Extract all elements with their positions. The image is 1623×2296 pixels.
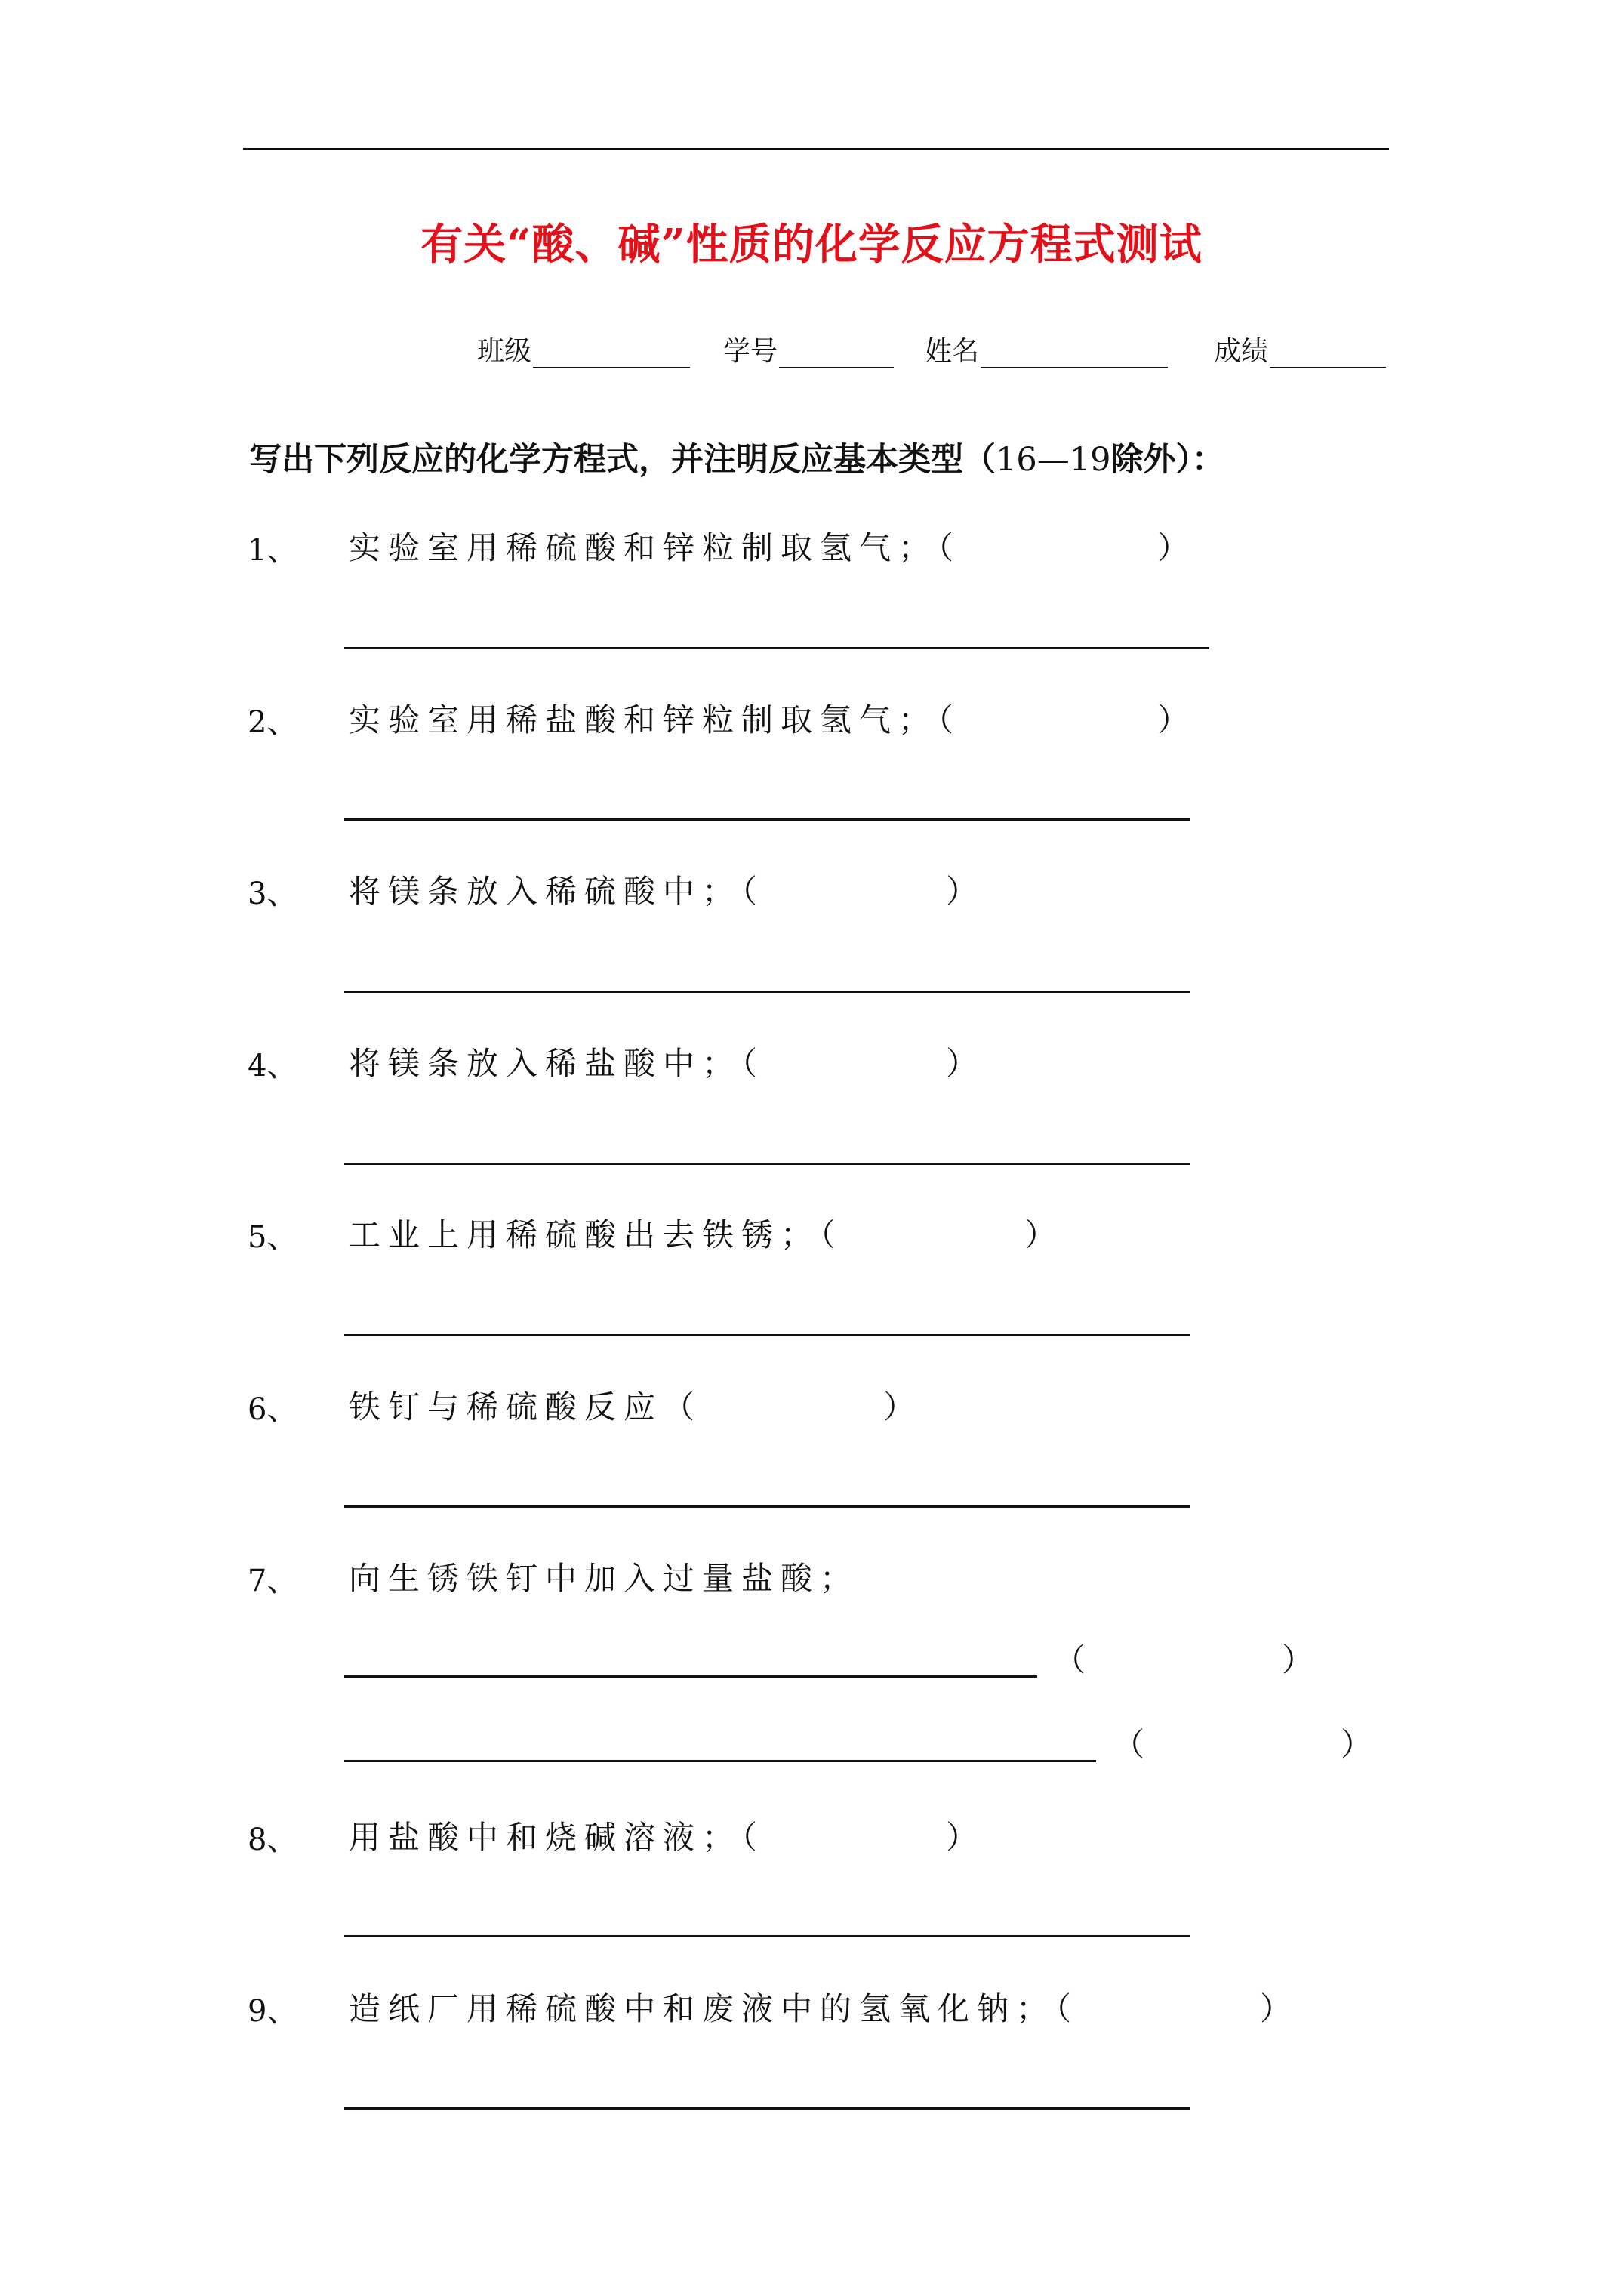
student-number-field — [723, 330, 894, 368]
question-7-number: 7、 — [248, 1564, 297, 1598]
question-1-number: 1、 — [248, 533, 297, 568]
question-3-answer-line[interactable] — [344, 991, 1190, 993]
question-1-text: 实验室用稀硫酸和锌粒制取氢气；（ ） — [349, 529, 1197, 566]
class-blank[interactable] — [533, 341, 690, 368]
question-3-text: 将镁条放入稀硫酸中；（ ） — [349, 873, 986, 910]
name-blank[interactable] — [981, 341, 1168, 368]
question-4-number: 4、 — [248, 1049, 297, 1083]
score-label: 成绩 — [1214, 336, 1269, 367]
header-rule — [243, 148, 1389, 150]
question-8-text: 用盐酸中和烧碱溶液；（ ） — [349, 1819, 986, 1856]
student-number-label: 学号 — [723, 336, 778, 367]
question-8-number: 8、 — [248, 1823, 297, 1857]
question-7-text: 向生锈铁钉中加入过量盐酸； — [349, 1560, 860, 1597]
question-3-number: 3、 — [248, 877, 297, 911]
question-2-number: 2、 — [248, 705, 297, 740]
question-8-answer-line[interactable] — [344, 1935, 1190, 1937]
question-9-answer-line[interactable] — [344, 2107, 1190, 2110]
question-7-answer-line-2[interactable] — [344, 1760, 1096, 1762]
question-4-answer-line[interactable] — [344, 1163, 1190, 1165]
question-7-answer-line-1[interactable] — [344, 1675, 1037, 1678]
question-9-text: 造纸厂用稀硫酸中和废液中的氢氧化钠；（ ） — [349, 1990, 1300, 2027]
question-6-text: 铁钉与稀硫酸反应（ ） — [349, 1388, 923, 1425]
question-5-text: 工业上用稀硫酸出去铁锈；（ ） — [349, 1216, 1064, 1253]
question-2-text: 实验室用稀盐酸和锌粒制取氢气；（ ） — [349, 701, 1197, 738]
question-1-answer-line[interactable] — [344, 647, 1209, 649]
question-5-answer-line[interactable] — [344, 1334, 1190, 1336]
question-9-number: 9、 — [248, 1994, 297, 2029]
score-blank[interactable] — [1270, 341, 1386, 368]
name-label: 姓名 — [925, 336, 980, 367]
question-2-answer-line[interactable] — [344, 818, 1190, 821]
question-4-text: 将镁条放入稀盐酸中；（ ） — [349, 1045, 986, 1082]
score-field — [1214, 330, 1386, 368]
class-field — [477, 330, 690, 368]
name-field — [925, 330, 1168, 368]
class-label: 班级 — [477, 336, 532, 367]
question-7-type-1: （ ） — [1054, 1641, 1314, 1678]
page-title: 有关“酸、碱”性质的化学反应方程式测试 — [420, 220, 1203, 270]
question-6-number: 6、 — [248, 1392, 297, 1427]
instructions: 写出下列反应的化学方程式，并注明反应基本类型（16—19除外）： — [249, 441, 1224, 479]
question-7-type-2: （ ） — [1113, 1726, 1373, 1763]
student-number-blank[interactable] — [779, 341, 894, 368]
question-5-number: 5、 — [248, 1220, 297, 1255]
question-6-answer-line[interactable] — [344, 1505, 1190, 1508]
